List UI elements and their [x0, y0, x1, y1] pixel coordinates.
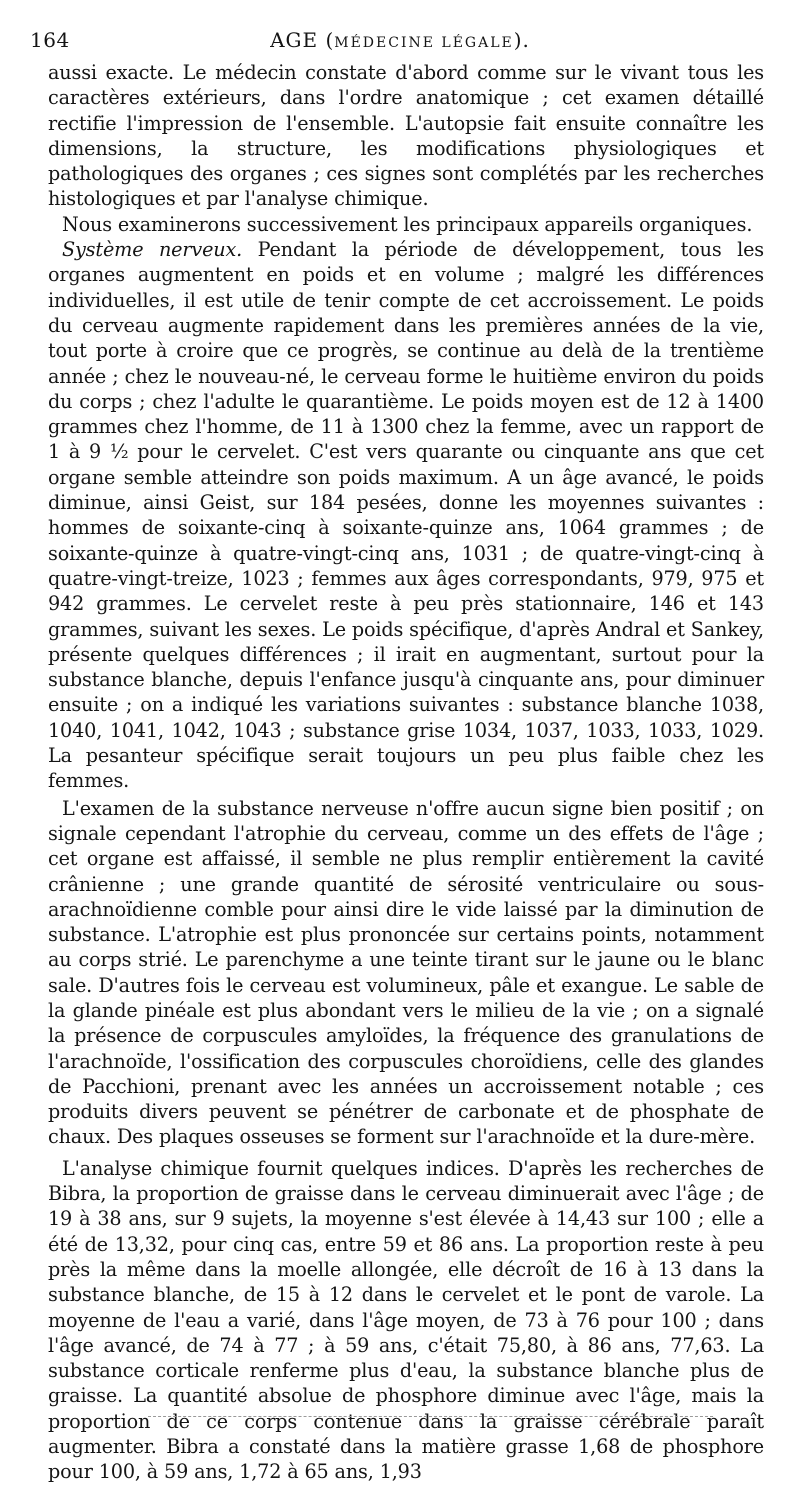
footer-rule — [148, 1416, 713, 1417]
running-title-smallcaps: MÉDECINE LÉGALE — [334, 35, 514, 51]
running-title-main: AGE ( — [270, 28, 335, 52]
paragraph-nervous-system — [48, 237, 764, 794]
running-header — [30, 28, 770, 58]
running-title-end: ). — [513, 28, 530, 52]
section-lead: Système nerveux. — [62, 238, 243, 262]
paragraph-chemical-analysis: L'analyse chimique fournit quelques indices. D'après les recherches de Bibra, la proportion de graisse dans le cerveau diminuerait avec l'âge ; de 19 à 38 ans, sur 9 sujets, la moyenne s'est élevée à 14,43 sur 100 ; elle a été de 13,32, pour cinq cas, entre 59 et 86 ans. La proportion reste à peu près la même dans la moelle allongée, elle décroît de 16 à 13 dans la substance blanche, de 15 à 12 dans le cervelet et le pont de varole. La moyenne de l'eau a varié, dans l'âge moyen, de 73 à 76 pour 100 ; dans l'âge avancé, de 74 à 77 ; à 59 ans, c'était 75,80, à 86 ans, 77,63. La substance corticale renferme plus d'eau, la substance blanche plus de graisse. La quantité absolue de phosphore diminue avec l'âge, mais la proportion de ce corps contenue dans la graisse cérébrale paraît augmenter. Bibra a constaté dans la matière grasse 1,68 de phosphore pour 100, à 59 ans, 1,72 à 65 ans, 1,93 — [48, 1156, 764, 1484]
page-number: 164 — [30, 28, 70, 52]
paragraph-nervous-system-text: Pendant la période de développement, tous les organes augmentent en poids et en volume ; malgré les différences individuelles, il est utile de tenir compte de cet accroissement. Le poids du cerveau augmente rapidement dans les premières années de la vie, tout porte à croire que ce progrès, se continue au delà de la trentième année ; chez le nouveau-né, le cerveau forme le huitième environ du poids du corps ; chez l'adulte le quarantième. Le poids moyen est de 12 à 1400 grammes chez l'homme, de 11 à 1300 chez la femme, avec un rapport de 1 à 9 ½ pour le cervelet. C'est vers quarante ou cinquante ans que cet organe semble atteindre son poids maximum. A un âge avancé, le poids diminue, ainsi Geist, sur 184 pesées, donne les moyennes suivantes : hommes de soixante-cinq à soixante-quinze ans, 1064 grammes ; de soixante-quinze à quatre-vingt-cinq ans, 1031 ; de quatre-vingt-cinq à quatre-vingt-treize, 1023 ; femmes aux âges correspondants, 979, 975 et 942 grammes. Le cervelet reste à peu près stationnaire, 146 et 143 grammes, suivant les sexes. Le poids spécifique, d'après Andral et Sankey, présente quelques différences ; il irait en augmentant, surtout pour la substance blanche, depuis l'enfance jusqu'à cinquante ans, pour diminuer ensuite ; on a indiqué les variations suivantes : substance blanche 1038, 1040, 1041, 1042, 1043 ; substance grise 1034, 1037, 1033, 1033, 1029. La pesanteur spécifique serait toujours un peu plus faible chez les femmes. — [48, 238, 765, 793]
paragraph-continuation: aussi exacte. Le médecin constate d'abord comme sur le vivant tous les caractères extérieurs, dans l'ordre anatomique ; cet examen détaillé rectifie l'impression de l'ensemble. L'autopsie fait ensuite connaître les dimensions, la structure, les modifications physiologiques et pathologiques des organes ; ces signes sont complétés par les recherches histologiques et par l'analyse chimique. — [48, 61, 764, 211]
paragraph-atrophy: L'examen de la substance nerveuse n'offre aucun signe bien positif ; on signale cependant l'atrophie du cerveau, comme un des effets de l'âge ; cet organe est affaissé, il semble ne plus remplir entièrement la cavité crânienne ; une grande quantité de sérosité ventriculaire ou sous-arachnoïdienne comble pour ainsi dire le vide laissé par la diminution de substance. L'atrophie est plus prononcée sur certains points, notamment au corps strié. Le parenchyme a une teinte tirant sur le jaune ou le blanc sale. D'autres fois le cerveau est volumineux, pâle et exangue. Le sable de la glande pinéale est plus abondant vers le milieu de la vie ; on a signalé la présence de corpuscules amyloïdes, la fréquence des granulations de l'arachnoïde, l'ossification des corpuscules choroïdiens, celle des glandes de Pacchioni, prenant avec les années un accroissement notable ; ces produits divers peuvent se pénétrer de carbonate et de phosphate de chaux. Des plaques osseuses se forment sur l'arachnoïde et la dure-mère. — [48, 796, 764, 1149]
running-title — [30, 28, 770, 52]
body-text — [48, 60, 764, 1485]
paragraph-intro: Nous examinerons successivement les principaux appareils organiques. — [62, 212, 753, 236]
